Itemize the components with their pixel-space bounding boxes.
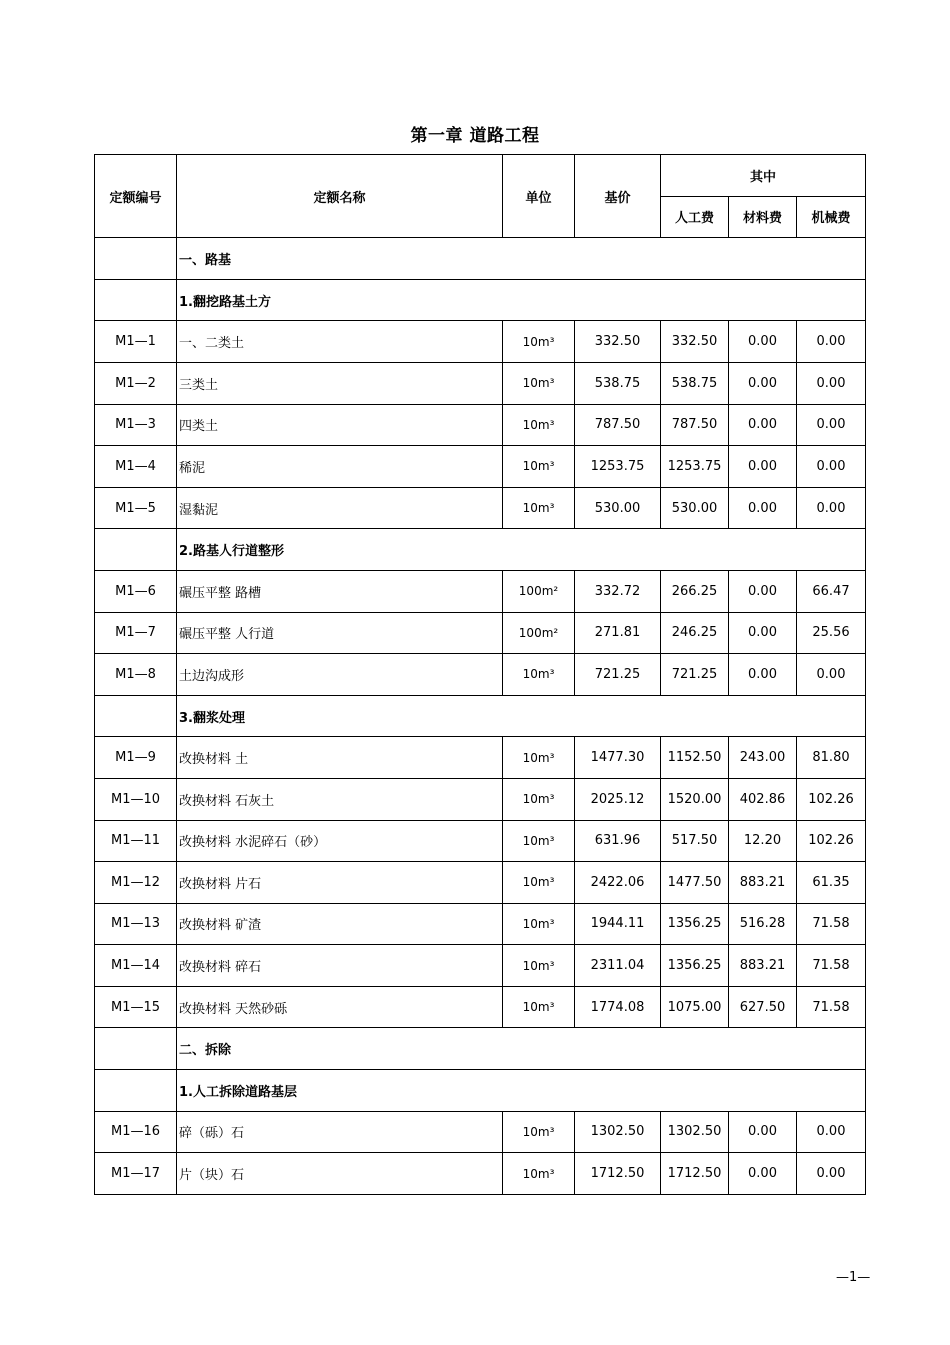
labor-cost: 530.00 [661, 487, 729, 529]
labor-cost: 1520.00 [661, 778, 729, 820]
quota-code: M1—2 [95, 362, 177, 404]
base-price: 1253.75 [575, 446, 661, 488]
base-price: 530.00 [575, 487, 661, 529]
table-row [95, 362, 866, 404]
labor-cost: 1302.50 [661, 1111, 729, 1153]
quota-unit: 10m³ [503, 737, 575, 779]
base-price: 332.72 [575, 570, 661, 612]
header-material: 材料费 [729, 196, 797, 238]
quota-unit: 10m³ [503, 945, 575, 987]
table-row [95, 487, 866, 529]
section-row [95, 529, 866, 571]
section-code-cell [95, 1028, 177, 1070]
table-row [95, 862, 866, 904]
section-title: 1.翻挖路基土方 [177, 279, 866, 321]
quota-name: 改换材料 碎石 [177, 945, 503, 987]
quota-name: 改换材料 土 [177, 737, 503, 779]
material-cost: 0.00 [729, 1111, 797, 1153]
labor-cost: 1712.50 [661, 1153, 729, 1195]
header-group-among: 其中 [661, 155, 866, 197]
material-cost: 0.00 [729, 446, 797, 488]
section-code-cell [95, 695, 177, 737]
quota-code: M1—9 [95, 737, 177, 779]
machine-cost: 0.00 [797, 654, 866, 696]
machine-cost: 66.47 [797, 570, 866, 612]
machine-cost: 61.35 [797, 862, 866, 904]
table-body [95, 238, 866, 1195]
labor-cost: 1477.50 [661, 862, 729, 904]
base-price: 2422.06 [575, 862, 661, 904]
quota-name: 碎（砾）石 [177, 1111, 503, 1153]
material-cost: 883.21 [729, 862, 797, 904]
quota-table [94, 154, 866, 1195]
table-row [95, 570, 866, 612]
table-row [95, 404, 866, 446]
section-row [95, 279, 866, 321]
quota-unit: 10m³ [503, 321, 575, 363]
header-base-price: 基价 [575, 155, 661, 238]
quota-code: M1—3 [95, 404, 177, 446]
machine-cost: 0.00 [797, 487, 866, 529]
quota-unit: 10m³ [503, 778, 575, 820]
section-row [95, 1028, 866, 1070]
machine-cost: 71.58 [797, 986, 866, 1028]
quota-code: M1—8 [95, 654, 177, 696]
quota-name: 土边沟成形 [177, 654, 503, 696]
quota-unit: 10m³ [503, 404, 575, 446]
header-labor: 人工费 [661, 196, 729, 238]
quota-name: 片（块）石 [177, 1153, 503, 1195]
base-price: 2311.04 [575, 945, 661, 987]
material-cost: 12.20 [729, 820, 797, 862]
base-price: 332.50 [575, 321, 661, 363]
section-title: 2.路基人行道整形 [177, 529, 866, 571]
material-cost: 0.00 [729, 570, 797, 612]
table-row [95, 446, 866, 488]
quota-name: 碾压平整 路槽 [177, 570, 503, 612]
machine-cost: 71.58 [797, 903, 866, 945]
quota-name: 改换材料 水泥碎石（砂） [177, 820, 503, 862]
quota-unit: 100m² [503, 570, 575, 612]
material-cost: 0.00 [729, 654, 797, 696]
quota-unit: 10m³ [503, 820, 575, 862]
section-title: 一、路基 [177, 238, 866, 280]
quota-name: 三类土 [177, 362, 503, 404]
quota-name: 碾压平整 人行道 [177, 612, 503, 654]
labor-cost: 721.25 [661, 654, 729, 696]
quota-code: M1—16 [95, 1111, 177, 1153]
labor-cost: 538.75 [661, 362, 729, 404]
quota-code: M1—4 [95, 446, 177, 488]
table-row [95, 903, 866, 945]
quota-code: M1—11 [95, 820, 177, 862]
machine-cost: 0.00 [797, 404, 866, 446]
base-price: 631.96 [575, 820, 661, 862]
material-cost: 516.28 [729, 903, 797, 945]
labor-cost: 1075.00 [661, 986, 729, 1028]
quota-code: M1—15 [95, 986, 177, 1028]
material-cost: 402.86 [729, 778, 797, 820]
machine-cost: 0.00 [797, 362, 866, 404]
section-title: 3.翻浆处理 [177, 695, 866, 737]
base-price: 538.75 [575, 362, 661, 404]
labor-cost: 266.25 [661, 570, 729, 612]
section-code-cell [95, 529, 177, 571]
base-price: 721.25 [575, 654, 661, 696]
section-code-cell [95, 238, 177, 280]
quota-code: M1—6 [95, 570, 177, 612]
quota-code: M1—5 [95, 487, 177, 529]
quota-code: M1—17 [95, 1153, 177, 1195]
section-code-cell [95, 1070, 177, 1112]
machine-cost: 25.56 [797, 612, 866, 654]
quota-unit: 10m³ [503, 986, 575, 1028]
quota-name: 改换材料 矿渣 [177, 903, 503, 945]
table-row [95, 321, 866, 363]
quota-name: 四类土 [177, 404, 503, 446]
quota-code: M1—10 [95, 778, 177, 820]
quota-code: M1—7 [95, 612, 177, 654]
machine-cost: 0.00 [797, 1111, 866, 1153]
base-price: 2025.12 [575, 778, 661, 820]
machine-cost: 81.80 [797, 737, 866, 779]
machine-cost: 0.00 [797, 321, 866, 363]
table-row [95, 654, 866, 696]
material-cost: 0.00 [729, 1153, 797, 1195]
header-machine: 机械费 [797, 196, 866, 238]
table-row [95, 986, 866, 1028]
section-title: 二、拆除 [177, 1028, 866, 1070]
section-title: 1.人工拆除道路基层 [177, 1070, 866, 1112]
quota-code: M1—12 [95, 862, 177, 904]
machine-cost: 0.00 [797, 1153, 866, 1195]
machine-cost: 0.00 [797, 446, 866, 488]
material-cost: 883.21 [729, 945, 797, 987]
header-code: 定额编号 [95, 155, 177, 238]
quota-unit: 10m³ [503, 862, 575, 904]
labor-cost: 517.50 [661, 820, 729, 862]
labor-cost: 1356.25 [661, 903, 729, 945]
quota-unit: 10m³ [503, 903, 575, 945]
header-name: 定额名称 [177, 155, 503, 238]
page-number: —1— [836, 1270, 871, 1285]
table-row [95, 737, 866, 779]
quota-unit: 10m³ [503, 1111, 575, 1153]
quota-unit: 10m³ [503, 654, 575, 696]
quota-code: M1—13 [95, 903, 177, 945]
base-price: 1712.50 [575, 1153, 661, 1195]
base-price: 1774.08 [575, 986, 661, 1028]
labor-cost: 1152.50 [661, 737, 729, 779]
machine-cost: 102.26 [797, 820, 866, 862]
quota-name: 一、二类土 [177, 321, 503, 363]
base-price: 787.50 [575, 404, 661, 446]
quota-unit: 10m³ [503, 487, 575, 529]
table-row [95, 945, 866, 987]
quota-name: 改换材料 天然砂砾 [177, 986, 503, 1028]
table-row [95, 1111, 866, 1153]
machine-cost: 102.26 [797, 778, 866, 820]
table-row [95, 1153, 866, 1195]
quota-unit: 100m² [503, 612, 575, 654]
material-cost: 0.00 [729, 321, 797, 363]
material-cost: 243.00 [729, 737, 797, 779]
material-cost: 627.50 [729, 986, 797, 1028]
labor-cost: 332.50 [661, 321, 729, 363]
table-row [95, 778, 866, 820]
base-price: 271.81 [575, 612, 661, 654]
quota-code: M1—14 [95, 945, 177, 987]
labor-cost: 246.25 [661, 612, 729, 654]
quota-code: M1—1 [95, 321, 177, 363]
labor-cost: 1356.25 [661, 945, 729, 987]
quota-unit: 10m³ [503, 446, 575, 488]
material-cost: 0.00 [729, 404, 797, 446]
quota-name: 稀泥 [177, 446, 503, 488]
section-code-cell [95, 279, 177, 321]
table-row [95, 612, 866, 654]
quota-name: 改换材料 片石 [177, 862, 503, 904]
machine-cost: 71.58 [797, 945, 866, 987]
labor-cost: 787.50 [661, 404, 729, 446]
section-row [95, 695, 866, 737]
quota-unit: 10m³ [503, 362, 575, 404]
table-header [95, 155, 866, 238]
labor-cost: 1253.75 [661, 446, 729, 488]
section-row [95, 238, 866, 280]
base-price: 1302.50 [575, 1111, 661, 1153]
page-title: 第一章 道路工程 [410, 126, 540, 146]
material-cost: 0.00 [729, 362, 797, 404]
quota-name: 湿黏泥 [177, 487, 503, 529]
base-price: 1477.30 [575, 737, 661, 779]
section-row [95, 1070, 866, 1112]
quota-unit: 10m³ [503, 1153, 575, 1195]
quota-name: 改换材料 石灰土 [177, 778, 503, 820]
material-cost: 0.00 [729, 487, 797, 529]
table-row [95, 820, 866, 862]
material-cost: 0.00 [729, 612, 797, 654]
header-unit: 单位 [503, 155, 575, 238]
base-price: 1944.11 [575, 903, 661, 945]
